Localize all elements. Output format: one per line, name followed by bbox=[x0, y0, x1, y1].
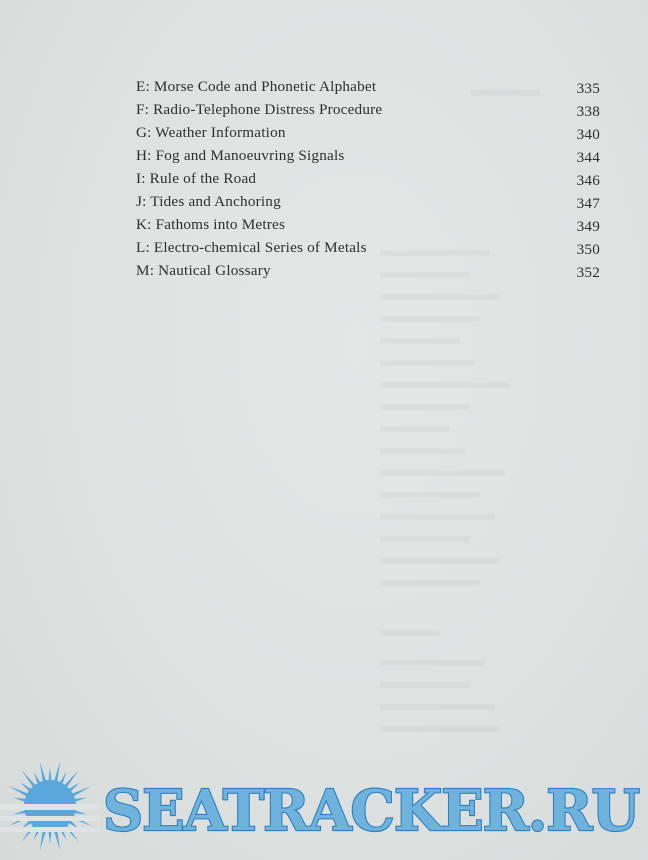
toc-entry bbox=[136, 167, 600, 190]
toc-entry bbox=[136, 236, 600, 259]
sun-icon bbox=[0, 761, 100, 851]
toc-entry bbox=[136, 190, 600, 213]
toc-entry-page: 346 bbox=[576, 172, 600, 189]
watermark-text: SEATRACKER.RU bbox=[103, 778, 640, 844]
toc-entry bbox=[136, 98, 600, 121]
toc-entry-page: 340 bbox=[576, 126, 600, 143]
toc-entry-page: 352 bbox=[576, 264, 600, 281]
toc-entry bbox=[136, 75, 600, 98]
table-of-contents bbox=[136, 75, 600, 282]
toc-entry-page: 335 bbox=[576, 80, 600, 97]
sun-ray bbox=[48, 830, 51, 844]
toc-entry-title: L: Electro-chemical Series of Metals bbox=[136, 239, 367, 256]
toc-entry-page: 350 bbox=[576, 241, 600, 258]
sun-ray bbox=[48, 768, 51, 782]
toc-entry-page: 349 bbox=[576, 218, 600, 235]
seatracker-watermark bbox=[0, 760, 648, 860]
toc-entry-title: M: Nautical Glossary bbox=[136, 262, 271, 279]
toc-entry-title: G: Weather Information bbox=[136, 124, 286, 141]
toc-entry-title: J: Tides and Anchoring bbox=[136, 193, 281, 210]
sun-ray bbox=[54, 829, 61, 851]
toc-entry bbox=[136, 213, 600, 236]
toc-entry-title: I: Rule of the Road bbox=[136, 170, 257, 187]
toc-entry-page: 347 bbox=[576, 195, 600, 212]
sun-ray bbox=[54, 761, 61, 783]
toc-entry-page: 338 bbox=[576, 103, 600, 120]
toc-entry-title: K: Fathoms into Metres bbox=[136, 216, 286, 233]
toc-entry bbox=[136, 144, 600, 167]
toc-entry-page: 344 bbox=[576, 149, 600, 166]
toc-entry-title: E: Morse Code and Phonetic Alphabet bbox=[136, 78, 377, 95]
sun-ray bbox=[40, 829, 47, 851]
toc-entry-title: F: Radio-Telephone Distress Procedure bbox=[136, 101, 383, 118]
toc-entry bbox=[136, 259, 600, 282]
toc-entry bbox=[136, 121, 600, 144]
toc-entry-title: H: Fog and Manoeuvring Signals bbox=[136, 147, 345, 164]
sun-ray bbox=[40, 761, 47, 783]
